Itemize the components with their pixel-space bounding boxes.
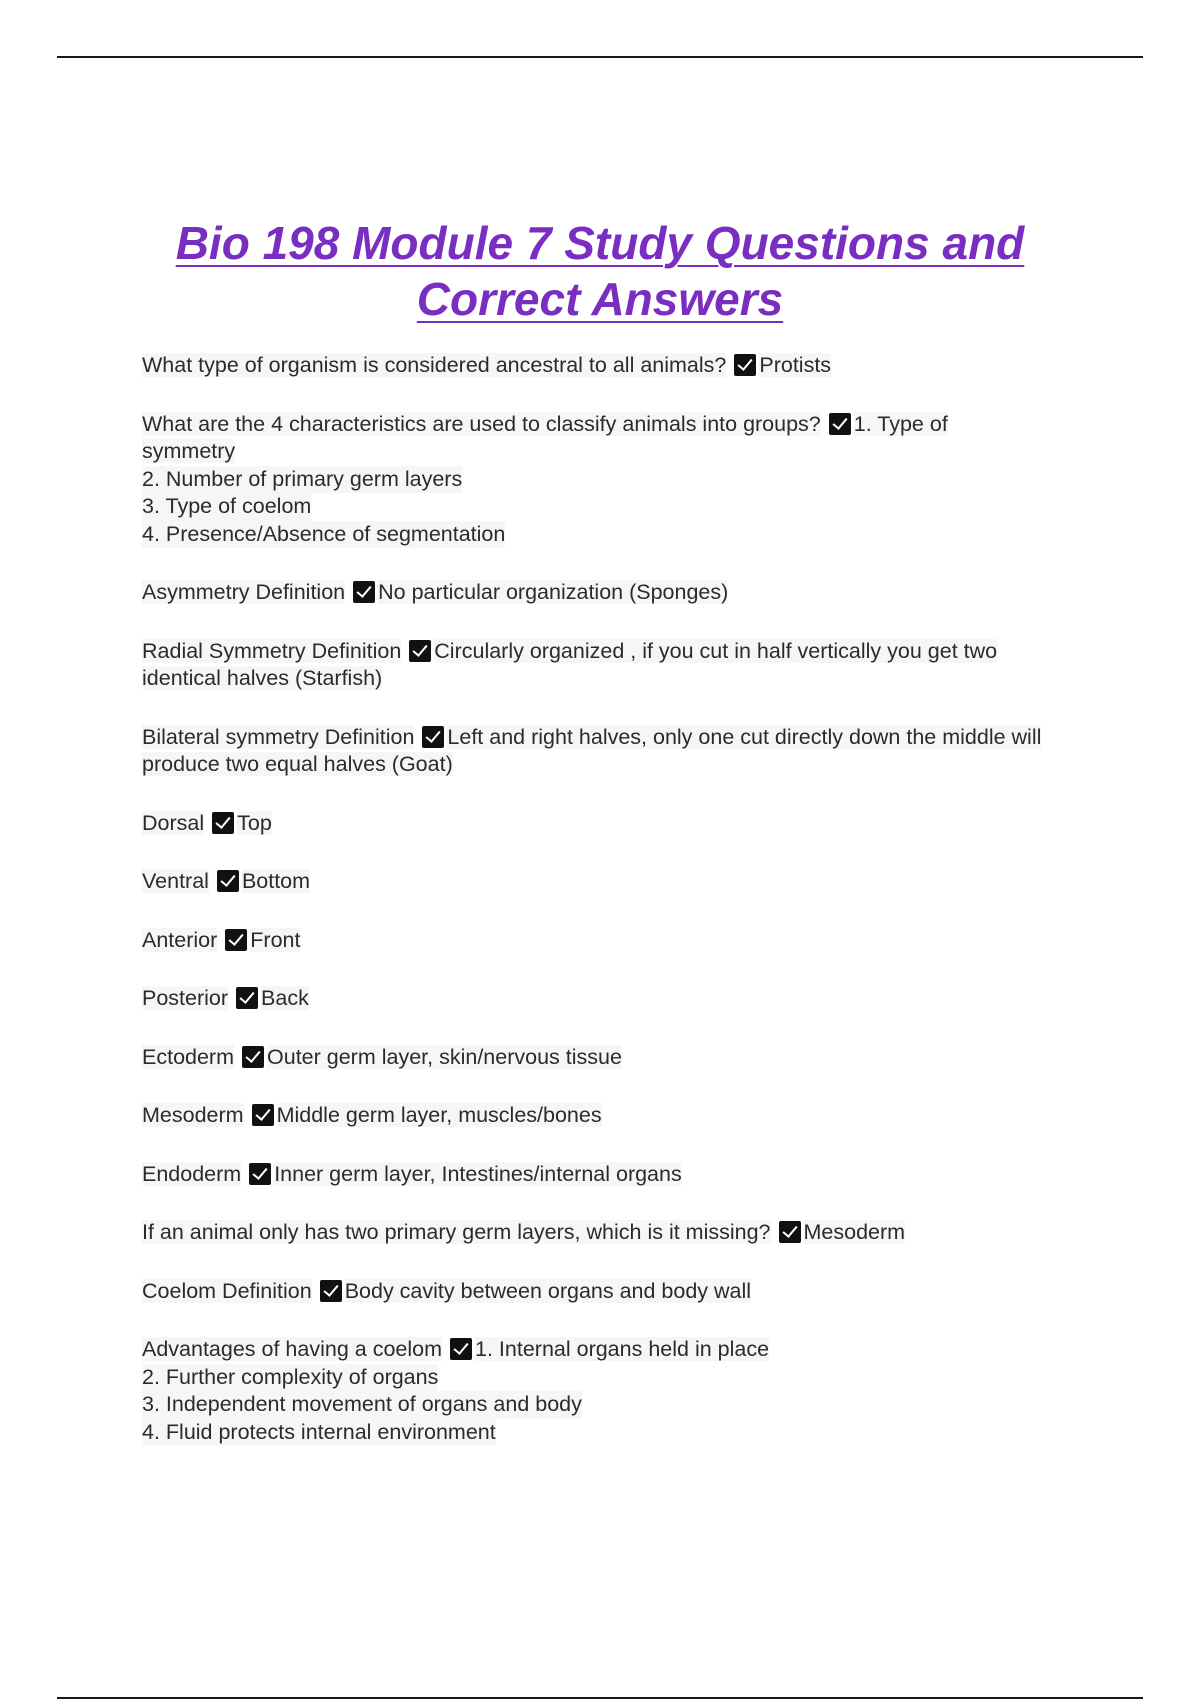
qa-item <box>142 985 1042 1013</box>
document-title: Bio 198 Module 7 Study Questions and Correct Answers <box>175 217 1025 325</box>
qa-item <box>142 1102 1042 1130</box>
checkmark-icon <box>353 581 375 603</box>
qa-item <box>142 411 1042 549</box>
question-text: Coelom Definition <box>142 1278 312 1303</box>
qa-list <box>142 352 1042 1477</box>
qa-item <box>142 1161 1042 1189</box>
qa-item <box>142 1336 1042 1446</box>
answer-text: Outer germ layer, skin/nervous tissue <box>267 1044 622 1069</box>
answer-text: Mesoderm <box>803 1220 906 1244</box>
answer-continuation: 4. Presence/Absence of segmentation <box>142 521 505 549</box>
answer-continuation: 2. Number of primary germ layers <box>142 466 462 494</box>
question-text: Asymmetry Definition <box>142 580 346 604</box>
qa-item <box>142 1044 1042 1072</box>
checkmark-icon <box>450 1338 472 1360</box>
question-text: Mesoderm <box>142 1103 244 1127</box>
top-rule <box>57 56 1143 58</box>
qa-item <box>142 579 1042 607</box>
answer-continuation: 2. Further complexity of organs <box>142 1364 438 1392</box>
answer-text: 1. Internal organs held in place <box>475 1337 770 1361</box>
checkmark-icon <box>252 1104 274 1126</box>
answer-text: Back <box>261 986 309 1010</box>
answer-text: Protists <box>759 353 832 377</box>
qa-item <box>142 724 1042 779</box>
checkmark-icon <box>409 640 431 662</box>
checkmark-icon <box>320 1280 342 1302</box>
question-text: Radial Symmetry Definition <box>142 638 402 663</box>
checkmark-icon <box>779 1221 801 1243</box>
qa-item <box>142 810 1042 838</box>
bottom-rule <box>57 1697 1143 1699</box>
question-text: Ventral <box>142 869 209 893</box>
qa-item <box>142 1219 1042 1247</box>
checkmark-icon <box>236 987 258 1009</box>
qa-item <box>142 927 1042 955</box>
question-text: Posterior <box>142 986 229 1010</box>
checkmark-icon <box>734 354 756 376</box>
checkmark-icon <box>217 870 239 892</box>
answer-continuation: 3. Type of coelom <box>142 493 311 521</box>
question-text: Advantages of having a coelom <box>142 1337 443 1361</box>
answer-continuation: 4. Fluid protects internal environment <box>142 1419 496 1447</box>
answer-text: Body cavity between organs and body wall <box>344 1278 752 1303</box>
checkmark-icon <box>212 812 234 834</box>
answer-text: Circularly organized , if you cut in half vertically you get two identical halves (Starfish) <box>142 638 998 690</box>
question-text: Endoderm <box>142 1161 242 1186</box>
checkmark-icon <box>422 726 444 748</box>
question-text: What are the 4 characteristics are used to classify animals into groups? <box>142 411 821 436</box>
qa-item <box>142 638 1042 693</box>
answer-continuation: 3. Independent movement of organs and body <box>142 1391 582 1419</box>
question-text: If an animal only has two primary germ layers, which is it missing? <box>142 1220 771 1244</box>
answer-text: Front <box>250 927 301 952</box>
answer-text: 1. Type of symmetry <box>142 411 948 463</box>
checkmark-icon <box>225 929 247 951</box>
question-text: Ectoderm <box>142 1044 235 1069</box>
question-text: Bilateral symmetry Definition <box>142 724 415 749</box>
qa-item <box>142 868 1042 896</box>
answer-text: Inner germ layer, Intestines/internal organs <box>274 1161 682 1186</box>
answer-text: Left and right halves, only one cut directly down the middle will produce two equal halves (Goat) <box>142 724 1042 776</box>
qa-item <box>142 352 1042 380</box>
answer-text: Bottom <box>241 869 311 893</box>
checkmark-icon <box>249 1163 271 1185</box>
question-text: Dorsal <box>142 810 205 835</box>
answer-text: Middle germ layer, muscles/bones <box>276 1103 602 1127</box>
question-text: Anterior <box>142 927 218 952</box>
qa-item <box>142 1278 1042 1306</box>
question-text: What type of organism is considered ancestral to all animals? <box>142 353 727 377</box>
checkmark-icon <box>242 1046 264 1068</box>
answer-text: No particular organization (Sponges) <box>378 580 729 604</box>
checkmark-icon <box>829 413 851 435</box>
answer-text: Top <box>237 810 272 835</box>
